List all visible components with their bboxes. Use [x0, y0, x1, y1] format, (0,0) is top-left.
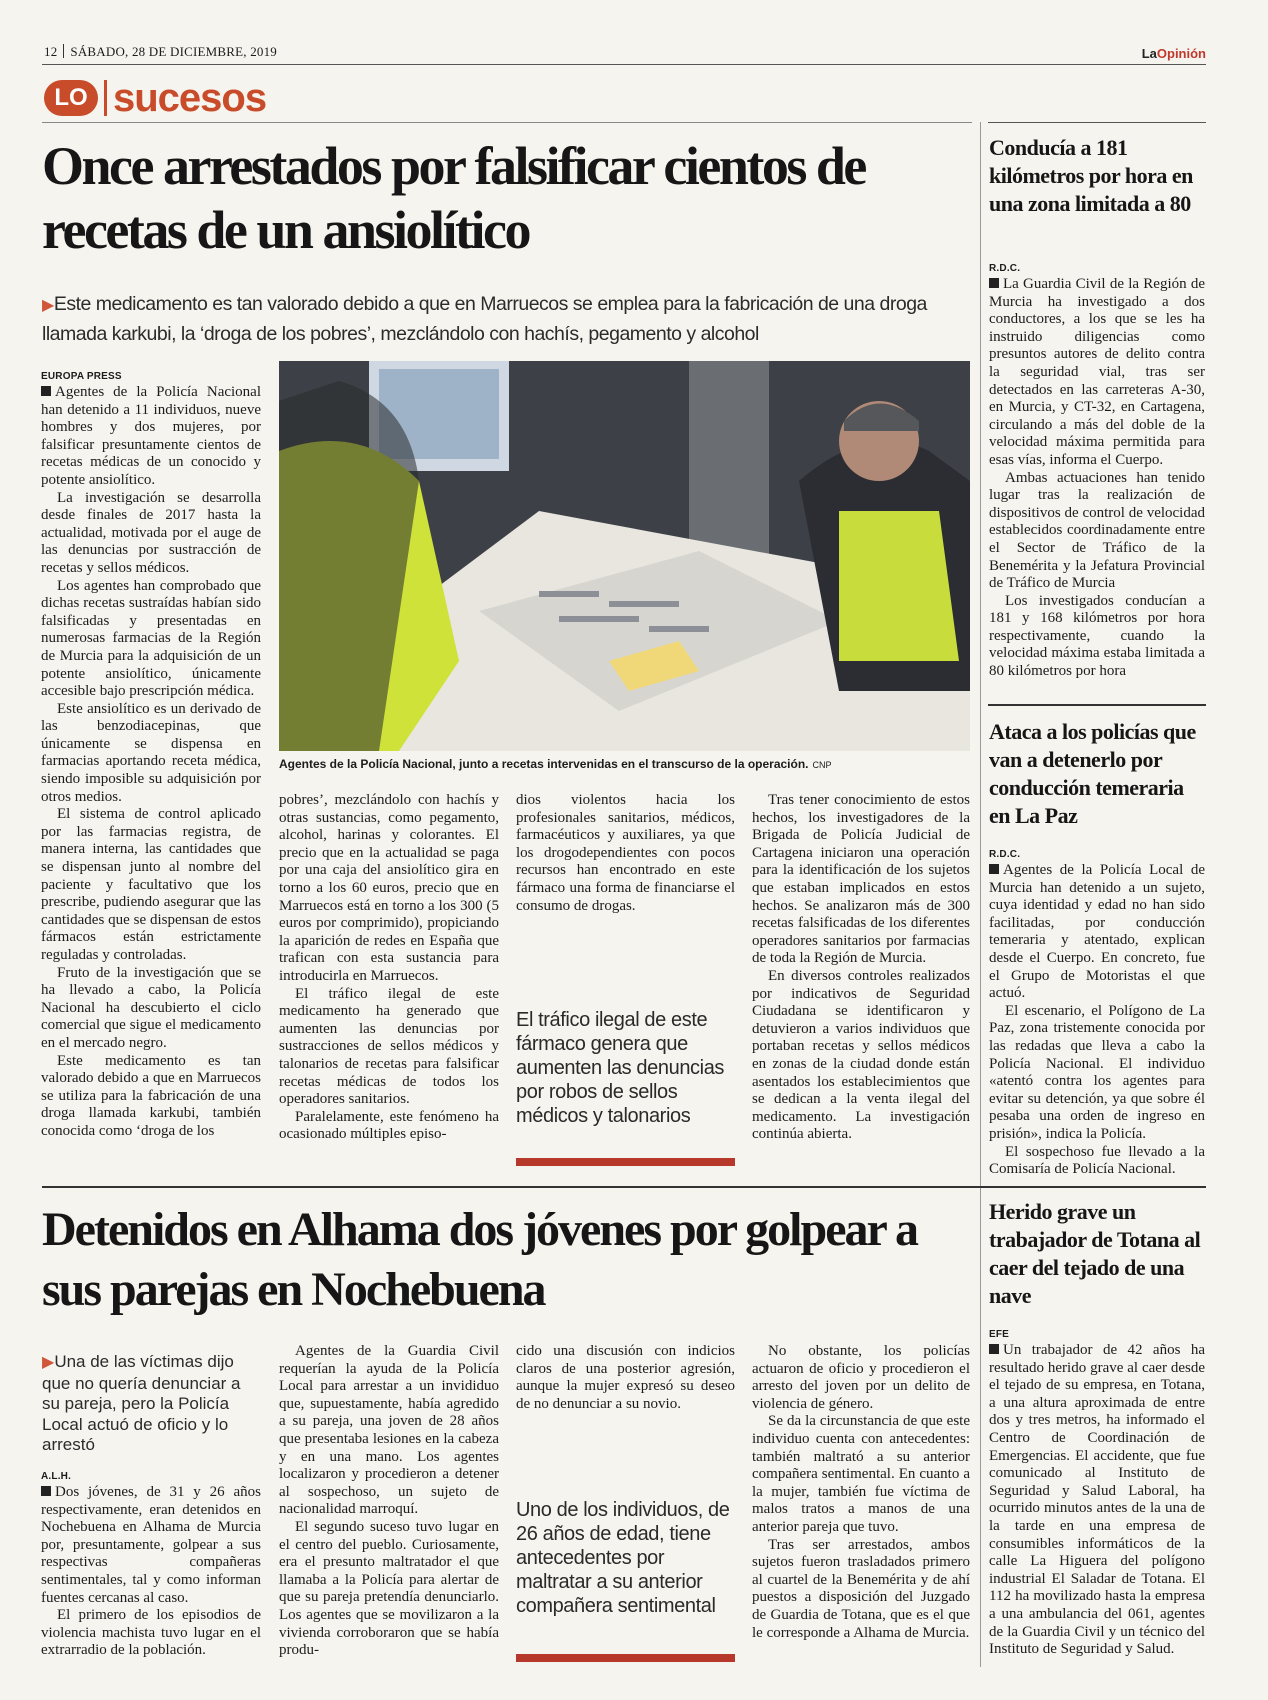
paragraph-text: Los agentes han comprobado que dichas recetas sustraídas habían sido falsificadas y presentadas en numerosas farmacias de la Región de Murcia para la adquisición de un potente ansiolítico, únicamente accesible bajo prescripción médica. [41, 577, 261, 700]
body-paragraph [41, 1607, 261, 1660]
lead-square-icon [41, 386, 51, 396]
body-paragraph [989, 276, 1205, 470]
paragraph-list [989, 862, 1205, 1179]
paragraph-text: Dos jóvenes, de 31 y 26 años respectivamente, eran detenidos en Nochebuena en Alhama de Murcia por, presuntamente, golpear a sus respectivas compañeras sentimentales, tal y como informan fuentes cercanas al caso. [41, 1484, 261, 1606]
paragraph-text: Este medicamento es tan valorado debido a que en Marruecos se utiliza para la fabricación de una droga llamada karkubi, también conocida como ‘droga de los [41, 1052, 261, 1139]
police-photo-illustration [279, 361, 970, 751]
logo-divider [104, 80, 107, 116]
brief-1-body [989, 262, 1205, 692]
second-col-1 [41, 1470, 261, 1668]
body-paragraph [41, 806, 261, 964]
body-paragraph [752, 1413, 970, 1536]
caption-text: Agentes de la Policía Nacional, junto a recetas intervenidas en el transcurso de la operación. [279, 757, 809, 771]
body-paragraph [752, 1343, 970, 1413]
brief-2-byline: R.D.C. [989, 849, 1021, 860]
section-header [44, 76, 267, 120]
photo-credit: CNP [812, 760, 832, 770]
main-byline: EUROPA PRESS [41, 371, 122, 382]
paragraph-list [516, 792, 735, 915]
divider [63, 44, 64, 58]
paragraph-text: Agentes de la Policía Local de Murcia han detenido a un sujeto, cuya identidad y edad no han sido facilitadas, por conducción temeraria y atentado, explican desde el Cuerpo. En concreto, fue el Grupo de Motoristas el que actuó. [989, 862, 1205, 1002]
lead-square-icon [989, 864, 999, 874]
main-col-1 [41, 370, 261, 1166]
paragraph-text: El escenario, el Polígono de La Paz, zona tristemente conocida por las redadas que lleva a cabo la Policía Nacional. El individuo «atentó contra los agentes para evitar su detención, ya que sobre él pesaba una orden de ingreso en prisión», indica la Policía. [989, 1002, 1205, 1142]
main-deck [42, 290, 982, 349]
body-paragraph [41, 1053, 261, 1141]
body-paragraph [41, 965, 261, 1053]
body-paragraph [989, 1342, 1205, 1659]
section-title: sucesos [113, 76, 267, 120]
paragraph-text: El segundo suceso tuvo lugar en el centro del pueblo. Curiosamente, era el presunto maltratador el que llamaba a la Policía para alertar de que su pareja pretendía denunciarlo. Los agentes que se movilizaron a la vivienda corroboraron que se había produ- [279, 1518, 499, 1659]
main-col-3 [516, 792, 735, 934]
paragraph-text: La investigación se desarrolla desde finales de 2017 hasta la actualidad, motivada por el auge de las denuncias por sustracción de recetas y sellos médicos. [41, 489, 261, 576]
section-divider-rule [42, 1186, 1206, 1188]
paragraph-list [279, 792, 499, 1144]
paragraph-text: Fruto de la investigación que se ha llevado a cabo, la Policía Nacional ha descubierto el ciclo comercial que sigue el medicamento en el mercado negro. [41, 964, 261, 1051]
paragraph-text: cido una discusión con indicios claros de una posterior agresión, aunque la mujer expresó su deseo de no denunciar a su novio. [516, 1343, 735, 1412]
page-date: SÁBADO, 28 DE DICIEMBRE, 2019 [70, 44, 277, 59]
body-paragraph [752, 968, 970, 1144]
brand-la: La [1141, 46, 1157, 61]
paragraph-list [516, 1343, 735, 1413]
body-paragraph [279, 986, 499, 1109]
body-paragraph [279, 1343, 499, 1519]
paragraph-list [279, 1343, 499, 1660]
body-paragraph [41, 490, 261, 578]
body-paragraph [279, 1519, 499, 1660]
paragraph-text: Tras ser arrestados, ambos sujetos fueron trasladados primero al cuartel de la Benemérita y de ahí puestos a disposición del Juzgado de Guardia de Totana, que es el que le corresponde a Alhama de Murcia. [752, 1536, 970, 1641]
page-number: 12 [44, 44, 58, 59]
lo-logo: LO [44, 80, 98, 116]
second-col-2 [279, 1343, 499, 1668]
page-folio [44, 44, 277, 60]
main-col-4 [752, 792, 970, 1168]
brief-3-byline: EFE [989, 1329, 1010, 1340]
paragraph-text: Un trabajador de 42 años ha resultado herido grave al caer desde el tejado de su empresa, en Totana, a una altura aproximada de entre dos y tres metros, ha informado el Centro de Coordinación de Emergencias. El accidente, que fue comunicado al Instituto de Seguridad y Salud Laboral, ha ocurrido minutos antes de la una de la tarde en una empresa de consumibles informáticos de la calle La Higuera del polígono industrial El Saladar de Totana. El 112 ha movilizado hasta la empresa a una ambulancia del 061, agentes de la Guardia Civil y un técnico del Instituto de Seguridad y Salud. [989, 1342, 1205, 1658]
main-deck-text: Este medicamento es tan valorado debido a que en Marruecos se emplea para la fabricación de una droga llamada karkubi, la ‘droga de los pobres’, mezclándolo con hachís, pegamento y alcohol [42, 293, 927, 345]
paragraph-text: Se da la circunstancia de que este individuo cuenta con antecedentes: también maltrató a su anterior compañera sentimental. En cuanto a la mujer, también fue víctima de malos tratos a manos de una anterior pareja que tuvo. [752, 1413, 970, 1535]
paragraph-text: El primero de los episodios de violencia machista tuvo lugar en el extrarradio de la población. [41, 1607, 261, 1659]
second-byline: A.L.H. [41, 1471, 72, 1482]
paragraph-text: Paralelamente, este fenómeno ha ocasionado múltiples episo- [279, 1108, 499, 1143]
paragraph-text: El sospechoso fue llevado a la Comisaría de Policía Nacional. [989, 1143, 1205, 1178]
paragraph-text: El sistema de control aplicado por las farmacias registra, de manera interna, las cantidades que se dispensan junto al nombre del paciente y facultativo que los prescribe, pudiendo asegurar que las cantidades que se dispensan de estos fármacos están estrictamente reguladas y controladas. [41, 806, 261, 963]
paragraph-text: dios violentos hacia los profesionales sanitarios, médicos, farmacéuticos y auxiliares, ya que los drogodependientes con pocos recursos han encontrado en este fármaco una forma de financiarse el consumo de drogas. [516, 792, 735, 914]
lead-square-icon [41, 1486, 51, 1496]
main-headline: Once arrestados por falsificar cientos de recetas de un ansiolítico [42, 136, 865, 260]
paragraph-text: Este ansiolítico es un derivado de las benzodiacepinas, que únicamente se dispensa en farmacias aportando receta médica, siendo imposible su adquisición por otros medios. [41, 700, 261, 805]
body-paragraph [516, 792, 735, 915]
lead-square-icon [989, 278, 999, 288]
pull-quote-bar [516, 1654, 735, 1662]
paragraph-text: Agentes de la Policía Nacional han detenido a 11 individuos, nueve hombres y dos mujeres, por falsificar presuntamente cientos de recetas médicas de un conocido y potente ansiolítico. [41, 384, 261, 488]
body-paragraph [989, 593, 1205, 681]
paragraph-text: Ambas actuaciones han tenido lugar tras la realización de dispositivos de control de velocidad establecidos coordinadamente entre el Sector de Tráfico de la Benemérita y la Jefatura Provincial de Tráfico de Murcia [989, 469, 1205, 592]
body-paragraph [41, 701, 261, 807]
paragraph-list [41, 384, 261, 1141]
body-paragraph [989, 470, 1205, 593]
brief-3-title: Herido grave un trabajador de Totana al caer del tejado de una nave [989, 1199, 1201, 1308]
paragraph-text: Agentes de la Guardia Civil requerían la ayuda de la Policía Local para arrestar a un invididuo que, supuestamente, había agredido a su pareja, una joven de 28 años que presentaba lesiones en la cabeza y en una mano. Los agentes localizaron y procedieron a detener al sospechoso, un sujeto de nacionalidad marroquí. [279, 1343, 499, 1518]
brief-rule [988, 704, 1206, 706]
newspaper-brand [1142, 46, 1206, 61]
body-paragraph [279, 1109, 499, 1144]
paragraph-list [752, 1343, 970, 1642]
body-paragraph [41, 384, 261, 490]
sidebar-top-rule [988, 122, 1206, 123]
paragraph-text: No obstante, los policías actuaron de oficio y procedieron el arresto del joven por un delito de violencia de género. [752, 1343, 970, 1412]
brand-opinion: Opinión [1156, 46, 1206, 61]
paragraph-list [752, 792, 970, 1144]
second-pull-quote: Uno de los individuos, de 26 años de edad, tiene antecedentes por maltratar a su anterior compañera sentimental [516, 1499, 730, 1617]
second-deck [42, 1352, 262, 1456]
brief-1-byline: R.D.C. [989, 263, 1021, 274]
paragraph-text: Los investigados conducían a 181 y 168 kilómetros por hora respectivamente, cuando la velocidad máxima estaba limitada a 80 kilómetros por hora [989, 592, 1205, 680]
top-rule [42, 64, 1206, 65]
body-paragraph [41, 578, 261, 701]
paragraph-text: pobres’, mezclándolo con hachís y otras sustancias, como pegamento, alcohol, harinas y colorantes. El precio que en la actualidad se paga por una caja del ansiolítico gira en torno a los 60 euros, precio que en Marruecos está en torno a los 300 (5 euros por comprimido), propiciando la aparición de redes en España que trafican con esta sustancia para introducirla en Marruecos. [279, 792, 499, 984]
body-paragraph [989, 1144, 1205, 1179]
pull-quote-bar [516, 1158, 735, 1166]
body-paragraph [752, 792, 970, 968]
sidebar-divider [980, 122, 981, 1667]
triangle-bullet-icon: ▶ [42, 297, 54, 314]
paragraph-text: El tráfico ilegal de este medicamento ha generado que aumenten las denuncias por sustracciones de sellos médicos y talonarios de recetas para falsificar recetas médicas de todos los operadores sanitarios. [279, 985, 499, 1108]
paragraph-text: En diversos controles realizados por indicativos de Seguridad Ciudadana se identificaron y detuvieron a varios individuos que portaban recetas y sellos médicos en zonas de la ciudad donde están asentados los establecimientos que se dedican a la venta ilegal del medicamento. La investigación continúa abierta. [752, 967, 970, 1143]
main-col-2 [279, 792, 499, 1168]
paragraph-text: La Guardia Civil de la Región de Murcia ha investigado a dos conductores, a los que se les ha instruido diligencias como presuntos autores de delito contra la seguridad vial, tras ser detectados en las carreteras A-30, en Murcia, y CT-32, en Cartagena, circulando a más del doble de la velocidad máxima permitida para esas vías, informa el Cuerpo. [989, 276, 1205, 468]
body-paragraph [989, 862, 1205, 1003]
second-deck-text: Una de las víctimas dijo que no quería denunciar a su pareja, pero la Policía Local actuó de oficio y lo arrestó [42, 1352, 241, 1454]
paragraph-text: Tras tener conocimiento de estos hechos, los investigadores de la Brigada de Policía Judicial de Cartagena iniciaron una operación para la identificación de los sujetos que estaban implicados en estos hechos. Se analizaron más de 300 recetas falsificadas de los diferentes operadores sanitarios por farmacias de toda la Región de Murcia. [752, 792, 970, 967]
brief-1-title: Conducía a 181 kilómetros por hora en una zona limitada a 80 [989, 135, 1193, 216]
body-paragraph [989, 1003, 1205, 1144]
body-paragraph [516, 1343, 735, 1413]
second-headline: Detenidos en Alhama dos jóvenes por golpear a sus parejas en Nochebuena [42, 1203, 917, 1316]
brief-2-title: Ataca a los policías que van a detenerlo por conducción temeraria en La Paz [989, 719, 1196, 828]
paragraph-list [989, 1342, 1205, 1659]
main-photo [279, 361, 970, 751]
brief-3-body [989, 1328, 1205, 1668]
second-col-4 [752, 1343, 970, 1668]
lead-square-icon [989, 1344, 999, 1354]
paragraph-list [989, 276, 1205, 681]
photo-caption [279, 757, 970, 772]
second-col-3 [516, 1343, 735, 1415]
body-paragraph [279, 792, 499, 986]
body-paragraph [41, 1484, 261, 1607]
main-pull-quote: El tráfico ilegal de este fármaco genera que aumenten las denuncias por robos de sellos médicos y talonarios [516, 1009, 725, 1127]
triangle-bullet-icon: ▶ [42, 1354, 55, 1371]
section-rule [42, 122, 972, 123]
body-paragraph [752, 1537, 970, 1643]
paragraph-list [41, 1484, 261, 1660]
brief-2-body [989, 848, 1205, 1178]
